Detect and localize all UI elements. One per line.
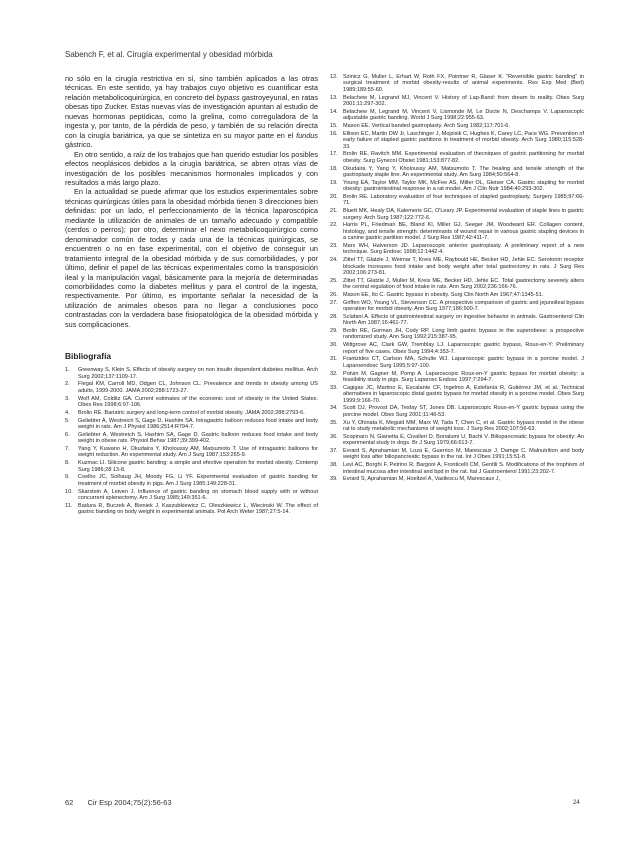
reference-text: Belachew M, Legrand MJ, Vincent V. History of Lap-Band: from dream to reality. Obes Surg 2001;11:297-302. — [343, 94, 584, 108]
p1-text-a: no sólo en la cirugía restrictiva en sí, sino también aplicados a las otras técnicas. En este sentido, ya hay trabajos cuyo objetivo es cuantificar esta relación metabolicoquirúrgica, en concreto del — [65, 74, 318, 102]
reference-number: 20. — [330, 193, 338, 200]
reference-text: Levi AC, Borghi F, Petrino R, Bargoni A, Fronticelli CM, Gentili S. Modifications of the trophism of intestinal mucosa after intestinal and bpd in the rat. Ital J Gastroenterol 1991;23:202-7. — [343, 462, 584, 475]
reference-text: Yang Y, Kuwano H, Okudaira Y, Kholoussy AM, Matsumoto T. Use of intragastric balloons for weight reduction. An experimental study. Am J Surg 1987;153:265-9. — [78, 445, 318, 459]
footer-left — [65, 798, 172, 807]
reference-text: Wolf AM, Colditz GA. Current estimates of the economic cost of obesity in the United States. Obes Res 1998;6:97-106. — [78, 395, 318, 409]
reference-number: 38. — [330, 462, 338, 469]
reference-item — [330, 194, 584, 207]
reference-item — [65, 503, 318, 516]
reference-text: Brolin RE, Ravitch MM. Experimental evaluation of thecniques of gastric partitioning for morbid obesity. Surg Gynecol Obstet 1981;153:877-82. — [343, 151, 584, 164]
reference-text: Brolin RE. Laboratory evaluation of four techniques of stapled gastroplasty. Surgery 1985;97:66-71. — [343, 193, 584, 207]
reference-number: 6. — [65, 431, 70, 438]
reference-text: Mason EE. Vertical banded gastroplasty. Arch Surg 1982;117:701-6. — [343, 122, 510, 129]
reference-text: Ellison EC, Martin DW Jr, Laschinger J, Mojzisik C, Hughes K, Carey LC, Pace WG. Prevention of early failure of stapled gastric partitions in treatment of morbid obesity. Arch Surg 1980;115:528-33. — [343, 130, 584, 150]
reference-number: 14. — [330, 108, 338, 115]
reference-item — [330, 448, 584, 461]
reference-item — [330, 314, 584, 327]
reference-item — [330, 123, 584, 129]
reference-item — [330, 278, 584, 291]
reference-number: 9. — [65, 474, 70, 481]
reference-item — [330, 109, 584, 122]
reference-item — [330, 180, 584, 193]
reference-number: 17. — [330, 151, 338, 158]
p1-italic-bypass: bypass — [216, 92, 240, 102]
reference-number: 2. — [65, 381, 70, 388]
footer-right-number: 24 — [573, 800, 580, 806]
reference-text: Coelho JC, Solhaug JH, Moody FG, Li YF. Experimental evaluation of gastric banding for treatment of morbid obesity in pigs. Am J Surg 1985;149:228-31. — [78, 474, 318, 487]
reference-text: Wittgrove AC, Clark GW, Tremblay LJ. Laparoscopic gastric bypass, Roux-en-Y: Preliminary report of five cases. Obes Surg 1994;4:353-7. — [343, 342, 584, 355]
reference-number: 19. — [330, 179, 338, 186]
reference-number: 24. — [330, 257, 338, 264]
body-paragraph-2: En otro sentido, a raíz de los trabajos que han querido estudiar los posibles efectos neoplásicos debidos a la cirugía bariátrica, se abren otras vías de investigación de los posibles mecanismos hormonales implicados y con resultados a más largo plazo. — [65, 149, 318, 187]
p1-text-b: gastroyeyunal, en ratas obesas tipo Zucker. Estas nuevas vías de investigación apuntan al estudio de nuevas hormonas peptídicas, como la grelina, como correguladora de la ingesta y, por tanto, de la pérdida de peso, y también de su relación directa con la cirugía bariátrica, ya que se sintetiza en su mayor parte en el — [65, 92, 318, 140]
reference-number: 28. — [330, 313, 338, 320]
page-number: 62 — [65, 798, 74, 807]
reference-item — [330, 476, 584, 482]
reference-text: Bluett MK, Healy DA, Kalemeris GC, O'Leary JP. Experimental evaluation of staple lines in gastric surgery. Arch Surg 1987;122:772-6. — [343, 208, 584, 221]
reference-number: 13. — [330, 94, 338, 101]
reference-item — [65, 396, 318, 409]
reference-item — [65, 432, 318, 445]
reference-text: Flegal KM, Carroll MD, Odgen CL, Johnson CL. Prevalence and trends in obesity among US adults, 1999-2000. JAMA 2002;288:1723-27. — [78, 381, 318, 394]
reference-item — [330, 342, 584, 355]
reference-item — [330, 328, 584, 341]
reference-number: 37. — [330, 447, 338, 454]
reference-number: 7. — [65, 445, 70, 452]
reference-item — [330, 166, 584, 179]
reference-text: Xu Y, Ohinata K, Meguid MM, Marx W, Tada T, Chen C, et al. Gastric bypass model in the obese rat to study metabolic mechanisms of weight loss. J Surg Res 2002;107:56-63. — [343, 419, 584, 432]
reference-item — [330, 222, 584, 241]
reference-number: 1. — [65, 367, 70, 374]
reference-text: Geliebter A, Westreich S, Hashim SA, Gage D. Gastric balloon reduces food intake and body weight in obese rats. Physiol Behav 1987;39:399-402. — [78, 431, 318, 445]
reference-number: 34. — [330, 405, 338, 412]
reference-item — [330, 434, 584, 447]
reference-item — [330, 405, 584, 418]
body-paragraph-1 — [65, 74, 318, 150]
reference-text: Belachew M, Legrand M, Vincent V, Lismonde M, Le Docte N, Deschamps V. Laparoscopic adjustable gastric banding. World J Surg 1998;22:955-63. — [343, 108, 584, 122]
reference-number: 29. — [330, 328, 338, 335]
reference-number: 11. — [65, 502, 73, 509]
reference-text: Brolin RE, Gorman JH, Cody RP. Long limb gastric bypass in the superobese: a prospective randomized study. Ann Surg 1992;215:387-95. — [343, 328, 584, 341]
reference-text: Kuzmac LI. Silicone gastric banding: a simple and efective operation for morbid obesity. Contemp Surg 1986;28:13-8. — [78, 460, 318, 473]
reference-text: Marx WH, Halverson JD. Laparoscopic anterior gastroplasty. A preliminary report of a new technique. Surg Endosc 1998;12:1442-4. — [343, 242, 584, 256]
reference-number: 15. — [330, 122, 338, 129]
journal-citation: Cir Esp 2004;75(2):56-63 — [87, 798, 172, 807]
reference-number: 23. — [330, 242, 338, 249]
reference-text: Evrard S, Aprahamian M, Hoeltzel A, Vasilescu M, Marescaux J, — [343, 476, 501, 483]
reference-text: Greenway S, Klein S. Effects of obesity surgery on non insulin dependent diabetes mellitus. Arch Surg 2002;137:1109-17. — [78, 367, 318, 380]
reference-number: 10. — [65, 488, 73, 495]
reference-text: Mason EE, Ito C. Gastric bypass in obesity. Surg Clin North Am 1967;47:1345-51. — [343, 291, 544, 298]
running-head: Sabench F, et al. Cirugía experimental y obesidad mórbida — [65, 50, 273, 59]
reference-text: Szinicz G, Muller L, Erhart W, Roth FX, Pointner R, Glaser K. “Reversible gastric banding” in surgical treatment of morbid obesity-results of animal experiments. Res Exp Med (Berl) 1989;189:55-60. — [343, 74, 584, 93]
reference-number: 39. — [330, 476, 338, 483]
reference-number: 22. — [330, 222, 338, 229]
reference-list-left — [65, 367, 318, 515]
reference-text: Scott DJ, Provost DA, Tesfay ST, Jones DB. Laparoscopic Roux-en-Y gastric bypass using the porcine model. Obes Surg 2001;11:46-53. — [343, 405, 584, 418]
reference-text: Evrard S, Aprahamian M, Loza E, Guerrico M, Marescaux J, Damge C. Malnutrition and body weight loss after biliopancreatic bypass in the rat. Int J Obes 1991;15:51-8. — [343, 447, 584, 461]
reference-number: 18. — [330, 165, 338, 172]
reference-text: Zittel TT, Glatzle J, Weimar T, Kreis ME, Raybould HE, Becker HD, Jehle EC. Serotonin receptor blockade increases food intake and body weight after total gastrectomy in rats. J Surg Res 2002;106:273-81. — [343, 257, 584, 276]
reference-number: 35. — [330, 419, 338, 426]
reference-text: Badura R, Buczek A, Bieniek J, Kaszubkiewicz C, Oleszkiewicz L, Wiecinski W. The effect of gastric banding on body weight in experimental animals. Pol Arch Weter 1987;27:5-14. — [78, 502, 318, 516]
reference-number: 8. — [65, 460, 70, 467]
reference-item — [330, 74, 584, 93]
reference-item — [330, 208, 584, 221]
reference-text: Okudaira Y, Yang Y, Kholoussy AM, Matsumoto T. The healing and tensile strength of the gastroplasty staple line. An experimental study. Am Surg 1984;50:564-8. — [343, 165, 584, 178]
reference-item — [65, 418, 318, 431]
reference-item — [65, 367, 318, 380]
reference-text: Cagigas JC, Martino E, Escalante CF, Ingelmo A, Estefanía R, Gutiérrez JM, et al. Technical alternatives in laparoscopic distal gastric bypass for morbid obesity in a porcine model. Obes Surg 1999;9:166-70. — [343, 384, 584, 404]
reference-item — [65, 460, 318, 473]
reference-text: Zittel TT, Glatzle J, Muller M, Kreis ME, Becker HD, Jehle EC. Total gastrectomy severely alters the central regulation of food intake in rats. Ann Surg 2002;236:166-76. — [343, 277, 584, 291]
reference-item — [330, 462, 584, 475]
p1-text-c: gástrico. — [65, 140, 93, 150]
reference-item — [65, 446, 318, 459]
reference-item — [330, 300, 584, 313]
reference-text: Geliebter A, Westreich S, Gage D, Hashim SA. Intragastric balloon reduces food intake and body weight in rats. Am J Physiol 1986;2514:R794-7. — [78, 417, 318, 430]
reference-item — [330, 151, 584, 164]
reference-item — [330, 292, 584, 298]
reference-text: Harris PL, Friedman BE, Bland KI, Miller GJ, Seeger JM, Woodward ER. Collagen content, histology, and tensile strength: determinants of wound repair in various gastric stapling devices in a canine gastric partition model. J Surg Res 1987;42:411-7. — [343, 222, 584, 242]
reference-item — [65, 410, 318, 416]
reference-number: 4. — [65, 409, 70, 416]
reference-item — [330, 356, 584, 369]
reference-list-right — [330, 74, 584, 483]
reference-number: 5. — [65, 417, 70, 424]
reference-number: 16. — [330, 130, 338, 137]
reference-number: 31. — [330, 356, 338, 363]
left-column — [65, 74, 318, 517]
reference-item — [330, 257, 584, 276]
reference-number: 33. — [330, 384, 338, 391]
reference-item — [330, 131, 584, 150]
reference-item — [330, 95, 584, 108]
reference-number: 30. — [330, 342, 338, 349]
reference-number: 36. — [330, 433, 338, 440]
reference-number: 27. — [330, 299, 338, 306]
reference-item — [330, 420, 584, 433]
p1-italic-fundus: fundus — [296, 130, 318, 140]
reference-number: 26. — [330, 291, 338, 298]
reference-text: Young EA, Taylor MM, Taylor MK, McFee AS, Miller OL, Gleiser CA. Gastric stapling for morbid obesity: gastrointestinal response in a rat model. Am J Clin Nutr 1984;40:293-302. — [343, 179, 584, 193]
reference-text: Skarstein A, Leiven J. Influence of gastric banding on stomach blood supply with or without concurrent splenectomy. Am J Surg 1985;149:351-6. — [78, 488, 318, 501]
right-column — [330, 74, 584, 484]
reference-item — [330, 371, 584, 384]
reference-number: 12. — [330, 74, 338, 80]
reference-number: 25. — [330, 277, 338, 284]
reference-text: Sclafani A. Effects of gastrointestinal surgery on ingestive behavior in animals. Gastroenterol Clin North Am 1987;16:461-77. — [343, 313, 584, 327]
reference-item — [65, 474, 318, 487]
reference-item — [330, 385, 584, 404]
bibliography-heading: Bibliografía — [65, 351, 112, 362]
body-paragraph-3: En la actualidad se puede afirmar que los estudios experimentales sobre técnicas quirúrgicas útiles para la obesidad mórbida tienen 3 direcciones bien definidas: por un lado, el perfeccionamiento de la técnica laparoscópica mediante la utilización de animales de un tamaño adecuado y compatible (cerdos o perros); por otro, determinar el nexo metabolicoquirúrgico como denominador común de todas y cada una de la técnicas quirúrgicas, se encuentren o no en fase experimental, con el objetivo de conseguir un tratamiento integral de la obesidad mórbida y de sus comorbilidades, y por último, definir el papel de las técnicas experimentales como la transposición ileal y la manipulación vagal, básicamente para la mejoría de determinadas comorbilidades como la diabetes mellitus y para el control de la ingesta, respectivamente. Por último, es importante señalar la necesidad de la utilización de animales obesos para no llegar a conclusiones poco contrastadas con la verdadera base fisiopatológica de la obesidad mórbida y sus complicaciones. — [65, 187, 318, 329]
reference-item — [65, 489, 318, 502]
reference-text: Frantzides CT, Carlson MA, Schulte WJ. Laparoscopic gastric bypass in a porcine model. J Laparoendosc Surg 1995;5:97-100. — [343, 356, 584, 369]
reference-number: 32. — [330, 370, 338, 377]
reference-text: Scopinaro N, Gianetta E, Civalleri D, Bonalumi U, Bachi V. Biliopancreatic bypass for obesity: An experimental study in dogs. Br J Surg 1979;66:613-7. — [343, 433, 584, 447]
reference-item — [330, 243, 584, 256]
reference-text: Brolin RE. Bariatric surgery and long-term control of morbid obesity. JAMA 2002;288:2793-6. — [78, 409, 305, 416]
reference-item — [65, 381, 318, 394]
reference-text: Griffen WO, Young VL, Stevenson CC. A prospective comparison of gastric and jejunoileal bypass operation for morbid obesity. Ann Surg 1977;186:500-7. — [343, 299, 584, 313]
reference-text: Potvin M, Gagner M, Pomp A. Laparoscopic Roux-en-Y gastric bypass for morbid obesity: a feasibility study in pigs. Surg Laparosc Endosc 1997;7:294-7. — [343, 370, 584, 384]
reference-number: 3. — [65, 395, 70, 402]
reference-number: 21. — [330, 208, 338, 215]
